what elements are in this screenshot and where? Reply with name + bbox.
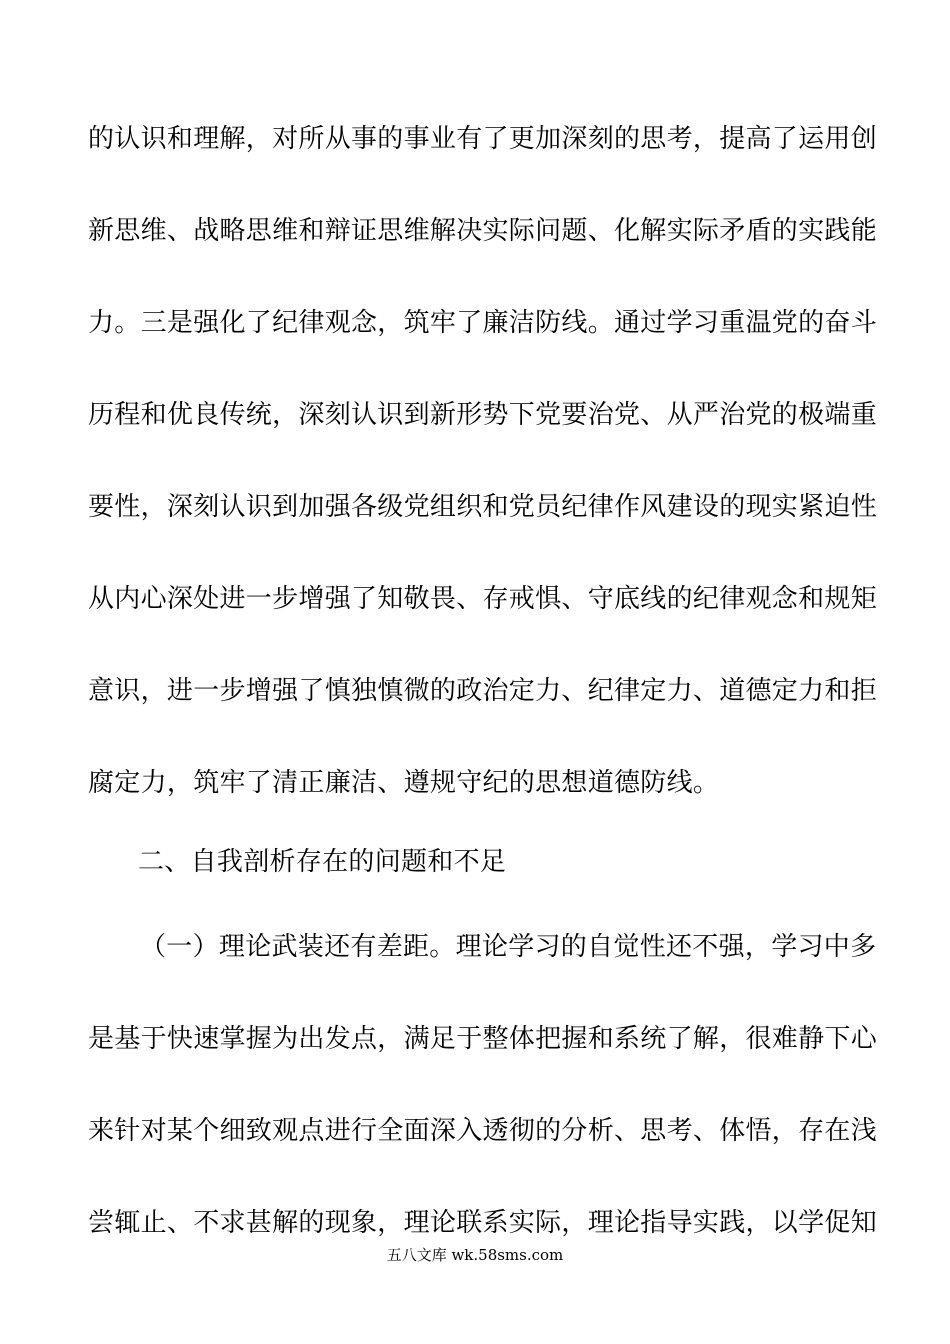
body-text-line: 力。三是强化了纪律观念，筑牢了廉洁防线。通过学习重温党的奋斗 <box>88 308 878 338</box>
body-text-line: 腐定力，筑牢了清正廉洁、遵规守纪的思想道德防线。 <box>88 768 720 798</box>
body-text-line: 从内心深处进一步增强了知敬畏、存戒惧、守底线的纪律观念和规矩 <box>88 584 878 614</box>
body-text-line: 尝辄止、不求甚解的现象，理论联系实际，理论指导实践，以学促知 <box>88 1208 878 1238</box>
body-text-line: （一）理论武装还有差距。理论学习的自觉性还不强，学习中多 <box>140 932 877 962</box>
body-text-line: 历程和优良传统，深刻认识到新形势下党要治党、从严治党的极端重 <box>88 400 878 430</box>
body-text-line: 要性，深刻认识到加强各级党组织和党员纪律作风建设的现实紧迫性 <box>88 492 878 522</box>
body-text-line: 是基于快速掌握为出发点，满足于整体把握和系统了解，很难静下心 <box>88 1024 878 1054</box>
body-text-line: 意识，进一步增强了慎独慎微的政治定力、纪律定力、道德定力和拒 <box>88 676 878 706</box>
body-text-line: 的认识和理解，对所从事的事业有了更加深刻的思考，提高了运用创 <box>88 124 878 154</box>
footer-watermark: 五八文库 wk.58sms.com <box>386 1246 564 1264</box>
section-heading: 二、自我剖析存在的问题和不足 <box>138 847 507 877</box>
body-text-line: 新思维、战略思维和辩证思维解决实际问题、化解实际矛盾的实践能 <box>88 216 878 246</box>
body-text-line: 来针对某个细致观点进行全面深入透彻的分析、思考、体悟，存在浅 <box>88 1116 878 1146</box>
